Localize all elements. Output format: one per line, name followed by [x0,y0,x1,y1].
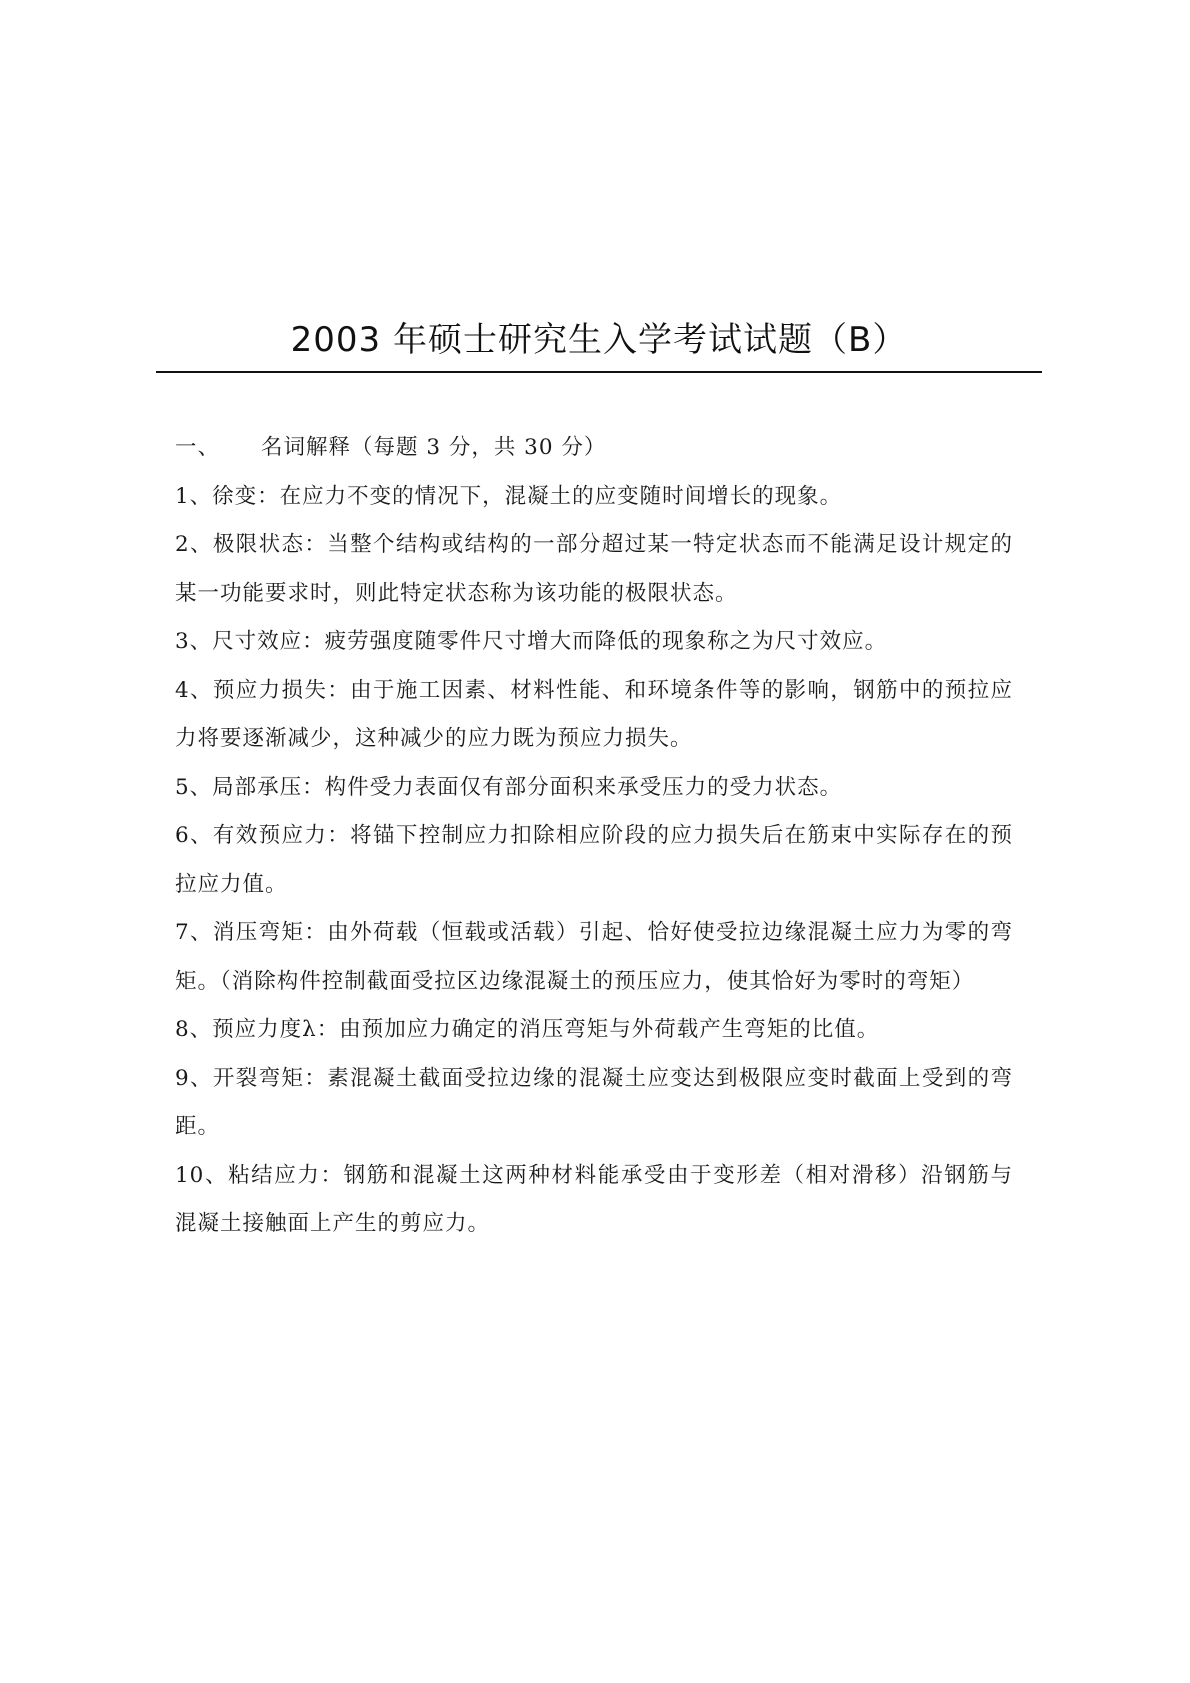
term-item-5: 5、局部承压：构件受力表面仅有部分面积来承受压力的受力状态。 [175,774,843,800]
page-title: 2003 年硕士研究生入学考试试题（B） [290,320,908,360]
term-item-1: 1、徐变：在应力不变的情况下，混凝土的应变随时间增长的现象。 [175,483,843,509]
term-item-7: 7、消压弯矩：由外荷载（恒载或活载）引起、恰好使受拉边缘混凝土应力为零的弯矩。（消除构件控制截面受拉区边缘混凝土的预压应力，使其恰好为零时的弯矩） [175,920,1013,994]
term-item-9: 9、开裂弯矩：素混凝土截面受拉边缘的混凝土应变达到极限应变时截面上受到的弯距。 [175,1065,1013,1139]
exam-content [175,424,1013,1249]
term-item-3: 3、尺寸效应：疲劳强度随零件尺寸增大而降低的现象称之为尺寸效应。 [175,629,888,654]
title-underline [156,371,1042,373]
section-number: 一、 [175,435,221,460]
term-item-8: 8、预应力度λ：由预加应力确定的消压弯矩与外荷载产生弯矩的比值。 [175,1017,880,1042]
term-item-10: 10、粘结应力：钢筋和混凝土这两种材料能承受由于变形差（相对滑移）沿钢筋与混凝土接触面上产生的剪应力。 [175,1162,1013,1236]
term-item-6: 6、有效预应力：将锚下控制应力扣除相应阶段的应力损失后在筋束中实际存在的预拉应力值。 [175,823,1013,897]
term-item-4: 4、预应力损失：由于施工因素、材料性能、和环境条件等的影响，钢筋中的预拉应力将要逐渐减少，这种减少的应力既为预应力损失。 [175,677,1013,751]
section-heading [175,424,1013,473]
section-title: 名词解释（每题 3 分，共 30 分） [261,435,607,460]
term-item-2: 2、极限状态：当整个结构或结构的一部分超过某一特定状态而不能满足设计规定的某一功能要求时，则此特定状态称为该功能的极限状态。 [175,532,1013,606]
